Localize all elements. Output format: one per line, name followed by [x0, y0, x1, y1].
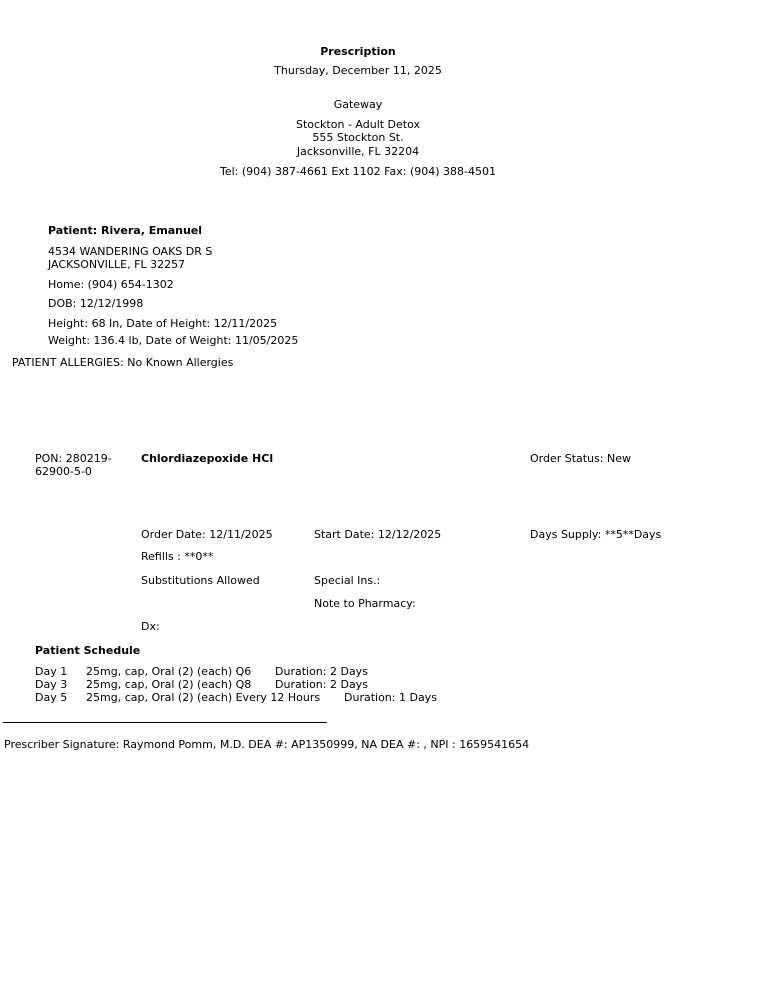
diagnosis: Dx:	[141, 620, 160, 633]
facility-contact: Tel: (904) 387-4661 Ext 1102 Fax: (904) 388-4501	[220, 165, 496, 178]
days-supply: Days Supply: **5**Days	[530, 528, 662, 541]
pon-line2: 62900-5-0	[35, 465, 92, 478]
patient-height: Height: 68 In, Date of Height: 12/11/2025	[48, 317, 278, 330]
patient-address-line2: JACKSONVILLE, FL 32257	[48, 258, 186, 271]
patient-home-phone: Home: (904) 654-1302	[48, 278, 174, 291]
special-instructions: Special Ins.:	[314, 574, 381, 587]
patient-name: Patient: Rivera, Emanuel	[48, 224, 203, 237]
signature-line	[3, 722, 327, 723]
patient-address-line1: 4534 WANDERING OAKS DR S	[48, 245, 213, 258]
facility-street: 555 Stockton St.	[312, 131, 404, 144]
schedule-title: Patient Schedule	[35, 644, 141, 657]
patient-weight: Weight: 136.4 lb, Date of Weight: 11/05/2025	[48, 334, 299, 347]
order-date: Order Date: 12/11/2025	[141, 528, 273, 541]
pon-line1: PON: 280219-	[35, 452, 112, 465]
patient-allergies: PATIENT ALLERGIES: No Known Allergies	[12, 356, 234, 369]
schedule-row-duration: Duration: 2 Days	[275, 678, 368, 691]
schedule-row-day: Day 1	[35, 665, 68, 678]
schedule-row-detail: 25mg, cap, Oral (2) (each) Q8	[86, 678, 252, 691]
schedule-row-detail: 25mg, cap, Oral (2) (each) Every 12 Hours	[86, 691, 321, 704]
organization-name: Gateway	[333, 98, 383, 111]
patient-dob: DOB: 12/12/1998	[48, 297, 144, 310]
note-to-pharmacy: Note to Pharmacy:	[314, 597, 416, 610]
schedule-row-detail: 25mg, cap, Oral (2) (each) Q6	[86, 665, 252, 678]
refills: Refills : **0**	[141, 550, 214, 563]
schedule-row-day: Day 5	[35, 691, 68, 704]
facility-name: Stockton - Adult Detox	[295, 118, 421, 131]
schedule-row-duration: Duration: 1 Days	[344, 691, 437, 704]
schedule-row-duration: Duration: 2 Days	[275, 665, 368, 678]
substitutions: Substitutions Allowed	[141, 574, 260, 587]
schedule-row-day: Day 3	[35, 678, 68, 691]
order-status: Order Status: New	[530, 452, 632, 465]
start-date: Start Date: 12/12/2025	[314, 528, 442, 541]
document-date: Thursday, December 11, 2025	[274, 64, 442, 77]
prescriber-signature: Prescriber Signature: Raymond Pomm, M.D. DEA #: AP1350999, NA DEA #: , NPI : 1659541654	[4, 738, 530, 751]
drug-name: Chlordiazepoxide HCl	[141, 452, 274, 465]
facility-city: Jacksonville, FL 32204	[296, 145, 420, 158]
document-title: Prescription	[320, 45, 396, 58]
